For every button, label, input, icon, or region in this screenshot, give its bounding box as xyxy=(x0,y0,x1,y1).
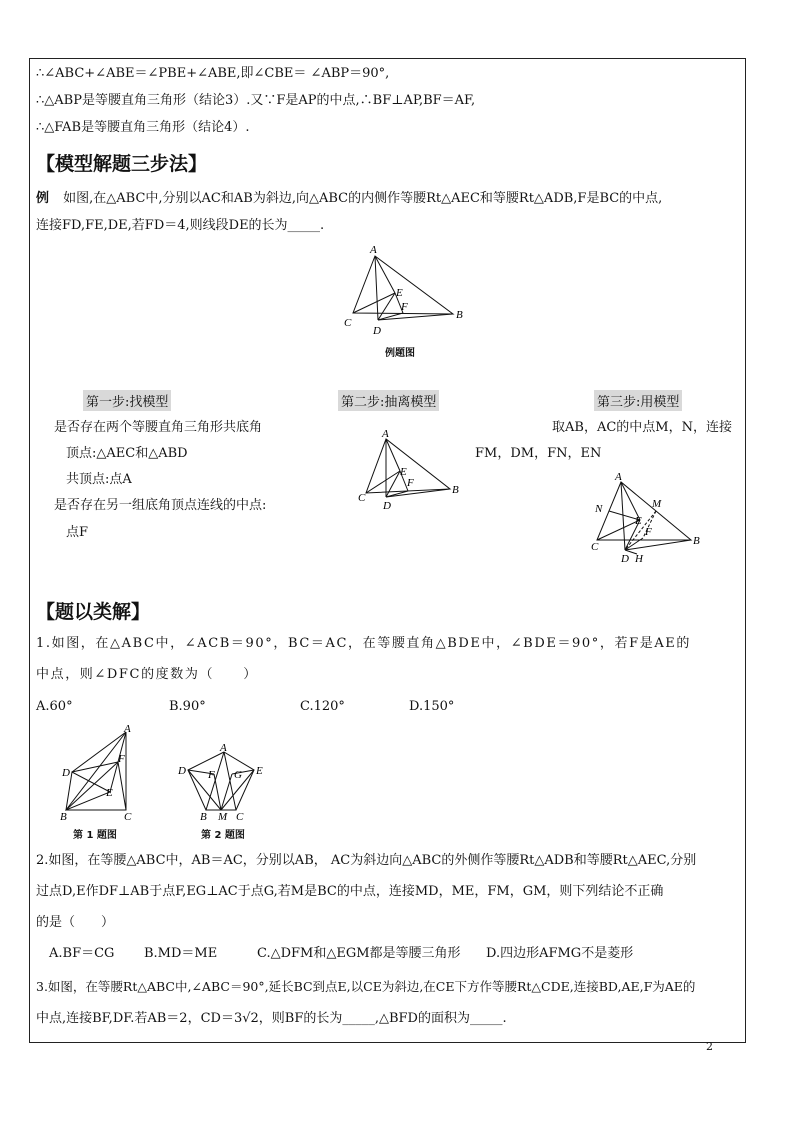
question-1-line: 中点，则∠DFC的度数为（ ） xyxy=(36,667,258,682)
svg-text:B: B xyxy=(200,811,207,823)
svg-text:F: F xyxy=(208,769,215,781)
option-a: A.BF＝CG xyxy=(49,946,115,961)
svg-text:C: C xyxy=(124,811,132,823)
svg-text:B: B xyxy=(693,535,700,547)
svg-text:F: F xyxy=(645,526,652,538)
svg-text:A: A xyxy=(382,428,389,440)
step2-title: 第二步:抽离模型 xyxy=(338,390,439,411)
question-2-line: 的是（ ） xyxy=(36,915,115,930)
svg-text:C: C xyxy=(591,541,599,553)
step3-line: FM，DM，FN，EN xyxy=(475,446,602,461)
svg-text:M: M xyxy=(652,498,662,510)
step1-title: 第一步:找模型 xyxy=(83,390,171,411)
svg-text:E: E xyxy=(106,787,113,799)
svg-text:D: D xyxy=(373,325,381,337)
triangle-abc xyxy=(597,482,691,540)
svg-text:N: N xyxy=(595,503,603,515)
option-c: C.120° xyxy=(300,699,345,714)
question-2-line: 过点D,E作DF⊥AB于点F,EG⊥AC于点G,若M是BC的中点，连接MD，ME，FM，GM，则下列结论不正确 xyxy=(36,884,664,899)
example-label: 例 xyxy=(36,191,50,206)
question-3-line: 3.如图，在等腰Rt△ABC中,∠ABC＝90°,延长BC到点E,以CE为斜边,在CE下方作等腰Rt△CDE,连接BD,AE,F为AE的 xyxy=(36,979,696,994)
question-3-line xyxy=(36,1011,507,1027)
sqrt-expression: √2 xyxy=(242,1011,259,1026)
example-line: 连接FD,FE,DE,若FD＝4,则线段DE的长为_____. xyxy=(36,218,325,233)
option-a: A.60° xyxy=(36,699,73,714)
svg-text:D: D xyxy=(621,553,629,565)
svg-text:B: B xyxy=(60,811,67,823)
step3-figure xyxy=(585,468,710,566)
svg-text:C: C xyxy=(236,811,244,823)
svg-text:A: A xyxy=(124,724,131,735)
step3-line: 取AB，AC的中点M，N，连接 xyxy=(552,420,732,435)
svg-text:B: B xyxy=(452,484,459,496)
text-line: ∴△ABP是等腰直角三角形（结论3）.又∵F是AP的中点,∴BF⊥AP,BF＝AF, xyxy=(36,93,476,108)
svg-text:A: A xyxy=(220,744,227,754)
example-line xyxy=(36,191,662,207)
svg-text:G: G xyxy=(234,769,242,781)
question-3-text: ，则BF的长为_____,△BFD的面积为_____. xyxy=(258,1011,507,1026)
example-figure xyxy=(335,238,475,338)
section-title: 【模型解题三步法】 xyxy=(36,153,208,175)
svg-text:D: D xyxy=(383,500,391,510)
svg-text:H: H xyxy=(635,553,643,565)
svg-text:F: F xyxy=(401,301,408,313)
option-c: C.△DFM和△EGM都是等腰三角形 xyxy=(257,946,461,961)
svg-text:C: C xyxy=(358,492,366,504)
svg-text:E: E xyxy=(256,765,263,777)
svg-text:A: A xyxy=(615,471,622,483)
step3-title: 第三步:用模型 xyxy=(594,390,682,411)
step1-line: 点F xyxy=(66,525,89,540)
question-1-figure xyxy=(54,724,144,824)
text-line: ∴△FAB是等腰直角三角形（结论4）. xyxy=(36,120,250,135)
question-1-line: 1.如图，在△ABC中，∠ACB＝90°，BC＝AC，在等腰直角△BDE中，∠BDE＝90°，若F是AE的 xyxy=(36,636,691,651)
option-b: B.MD＝ME xyxy=(144,946,218,961)
svg-text:E: E xyxy=(635,515,642,527)
svg-text:E: E xyxy=(400,466,407,478)
text-line: ∴∠ABC+∠ABE＝∠PBE+∠ABE,即∠CBE＝ ∠ABP＝90°, xyxy=(36,66,390,81)
option-b: B.90° xyxy=(169,699,206,714)
step2-figure xyxy=(350,425,470,510)
page-number: 2 xyxy=(706,1040,713,1053)
svg-text:F: F xyxy=(407,477,414,489)
step1-line: 共顶点:点A xyxy=(66,472,132,487)
section-title: 【题以类解】 xyxy=(36,601,151,623)
figure-caption: 第 1 题图 xyxy=(73,830,117,841)
svg-text:C: C xyxy=(344,317,352,329)
step1-line: 顶点:△AEC和△ABD xyxy=(66,446,188,461)
figure-caption: 例题图 xyxy=(385,348,415,359)
step1-line: 是否存在两个等腰直角三角形共底角 xyxy=(54,420,263,435)
option-d: D.150° xyxy=(409,699,455,714)
svg-text:M: M xyxy=(218,811,228,823)
question-3-text: 中点,连接BF,DF.若AB＝2，CD＝3 xyxy=(36,1011,243,1026)
svg-text:D: D xyxy=(178,765,186,777)
triangle-abc xyxy=(206,752,236,810)
svg-text:D: D xyxy=(62,767,70,779)
svg-text:A: A xyxy=(370,244,377,256)
svg-text:E: E xyxy=(396,287,403,299)
option-d: D.四边形AFMG不是菱形 xyxy=(486,946,634,961)
step1-line: 是否存在另一组底角顶点连线的中点: xyxy=(54,498,267,513)
example-text: 如图,在△ABC中,分别以AC和AB为斜边,向△ABC的内侧作等腰Rt△AEC和等腰Rt△ADB,F是BC的中点, xyxy=(63,191,663,206)
svg-text:B: B xyxy=(456,309,463,321)
figure-caption: 第 2 题图 xyxy=(201,830,245,841)
question-2-figure xyxy=(174,744,274,824)
svg-text:F: F xyxy=(118,753,125,765)
question-2-line: 2.如图，在等腰△ABC中，AB＝AC，分别以AB， AC为斜边向△ABC的外侧作等腰Rt△ADB和等腰Rt△AEC,分别 xyxy=(36,853,697,868)
